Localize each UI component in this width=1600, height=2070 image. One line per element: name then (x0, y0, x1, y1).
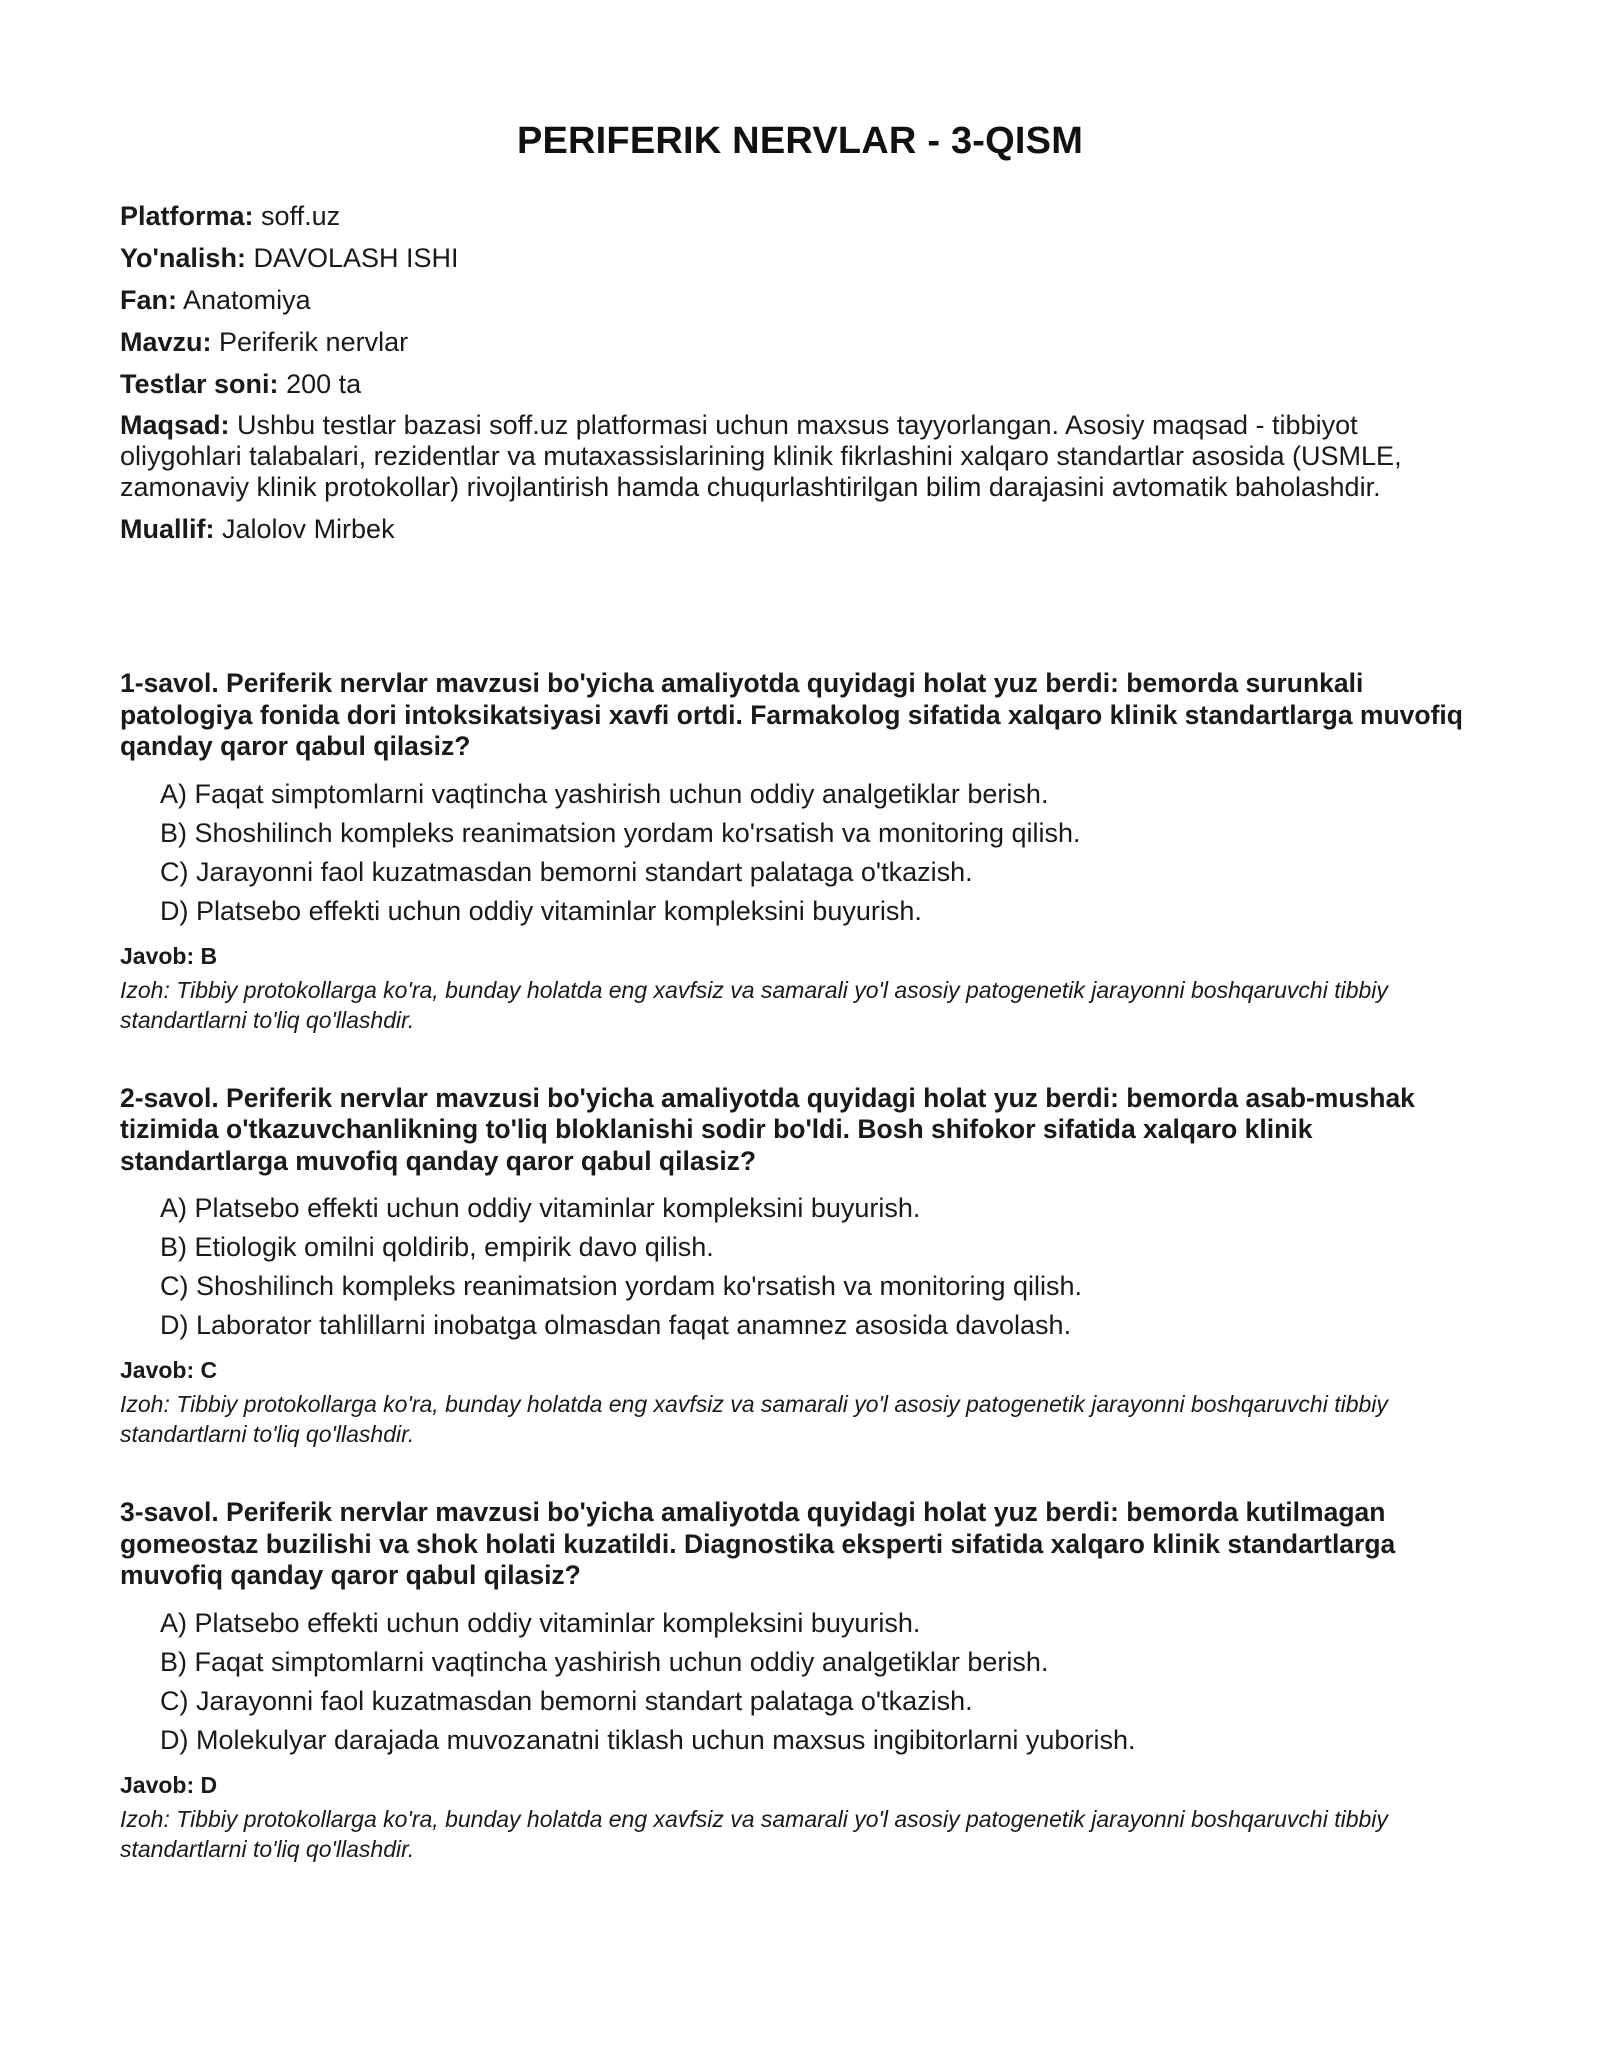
answer-option-c: C) Shoshilinch kompleks reanimatsion yordam ko'rsatish va monitoring qilish. (160, 1271, 1083, 1301)
answer-option-b: B) Etiologik omilni qoldirib, empirik davo qilish. (160, 1232, 714, 1262)
question-3 (120, 1497, 1480, 1864)
meta-value: soff.uz (261, 201, 341, 231)
answer-option-a: A) Platsebo effekti uchun oddiy vitaminlar kompleksini buyurish. (160, 1607, 921, 1638)
meta-label: Testlar soni: (120, 369, 279, 399)
explanation-note: Izoh: Tibbiy protokollarga ko'ra, bunday holatda eng xavfsiz va samarali yo'l asosiy patogenetik jarayonni boshqaruvchi tibbiy standartlarni to'liq qo'llashdir. (120, 1391, 1388, 1447)
meta-value: 200 ta (286, 369, 362, 399)
meta-label: Platforma: (120, 201, 254, 231)
answer-option-a: A) Platsebo effekti uchun oddiy vitaminlar kompleksini buyurish. (160, 1193, 921, 1223)
meta-value: Periferik nervlar (219, 327, 409, 357)
meta-mavzu (120, 326, 1480, 358)
meta-label: Maqsad: (120, 410, 230, 440)
answer-option-a: A) Faqat simptomlarni vaqtincha yashirish uchun oddiy analgetiklar berish. (160, 778, 1049, 809)
answer-option-b: B) Shoshilinch kompleks reanimatsion yordam ko'rsatish va monitoring qilish. (160, 817, 1081, 848)
meta-maqsad (120, 410, 1480, 503)
correct-answer: Javob: C (120, 1357, 218, 1383)
question-text: 3-savol. Periferik nervlar mavzusi bo'yicha amaliyotda quyidagi holat yuz berdi: bemorda kutilmagan gomeostaz buzilishi va shok holati kuzatildi. Diagnostika eksperti sifatida xalqaro klinik standartlarga muvofiq qanday qaror qabul qilasiz? (120, 1497, 1396, 1590)
explanation-note: Izoh: Tibbiy protokollarga ko'ra, bunday holatda eng xavfsiz va samarali yo'l asosiy patogenetik jarayonni boshqaruvchi tibbiy standartlarni to'liq qo'llashdir. (120, 976, 1388, 1033)
answer-option-d: D) Platsebo effekti uchun oddiy vitaminlar kompleksini buyurish. (160, 895, 922, 926)
meta-value: Jalolov Mirbek (222, 514, 395, 544)
meta-platforma (120, 200, 1480, 232)
meta-yonalish (120, 242, 1480, 274)
document-title: PERIFERIK NERVLAR - 3-QISM (516, 120, 1084, 162)
answer-option-c: C) Jarayonni faol kuzatmasdan bemorni standart palataga o'tkazish. (160, 1685, 973, 1716)
explanation-note: Izoh: Tibbiy protokollarga ko'ra, bunday holatda eng xavfsiz va samarali yo'l asosiy patogenetik jarayonni boshqaruvchi tibbiy standartlarni to'liq qo'llashdir. (120, 1805, 1388, 1862)
correct-answer: Javob: B (120, 942, 218, 969)
answer-option-c: C) Jarayonni faol kuzatmasdan bemorni standart palataga o'tkazish. (160, 856, 973, 887)
question-1 (120, 668, 1480, 1035)
meta-label: Yo'nalish: (120, 243, 246, 273)
meta-fan (120, 284, 1480, 316)
meta-muallif (120, 513, 1480, 545)
meta-label: Mavzu: (120, 327, 212, 357)
answer-option-d: D) Molekulyar darajada muvozanatni tiklash uchun maxsus ingibitorlarni yuborish. (160, 1724, 1136, 1755)
questions-section (120, 668, 1480, 1912)
question-text: 1-savol. Periferik nervlar mavzusi bo'yicha amaliyotda quyidagi holat yuz berdi: bemorda surunkali patologiya fonida dori intoksikatsiyasi xavfi ortdi. Farmakolog sifatida xalqaro klinik standartlarga muvofiq qanday qaror qabul qilasiz? (120, 668, 1463, 761)
meta-value: Anatomiya (183, 285, 311, 315)
meta-testlar-soni (120, 368, 1480, 400)
question-2 (120, 1083, 1480, 1450)
answer-option-b: B) Faqat simptomlarni vaqtincha yashirish uchun oddiy analgetiklar berish. (160, 1646, 1049, 1677)
metadata-section (120, 200, 1480, 555)
question-text: 2-savol. Periferik nervlar mavzusi bo'yicha amaliyotda quyidagi holat yuz berdi: bemorda asab-mushak tizimida o'tkazuvchanlikning to'liq bloklanishi sodir bo'ldi. Bosh shifokor sifatida xalqaro klinik standartlarga muvofiq qanday qaror qabul qilasiz? (120, 1082, 1415, 1176)
correct-answer: Javob: D (120, 1771, 218, 1798)
meta-value: DAVOLASH ISHI (253, 243, 459, 273)
answer-option-d: D) Laborator tahlillarni inobatga olmasdan faqat anamnez asosida davolash. (160, 1310, 1072, 1340)
meta-label: Muallif: (120, 514, 215, 544)
meta-value: Ushbu testlar bazasi soff.uz platformasi uchun maxsus tayyorlangan. Asosiy maqsad - tibbiyot oliygohlari talabalari, rezidentlar va mutaxassislarining klinik fikrlashini xalqaro standartlar asosida (USMLE, zamonaviy klinik protokollar) rivojlantirish hamda chuqurlashtirilgan bilim darajasini avtomatik baholashdir. (120, 410, 1402, 502)
meta-label: Fan: (120, 285, 177, 315)
